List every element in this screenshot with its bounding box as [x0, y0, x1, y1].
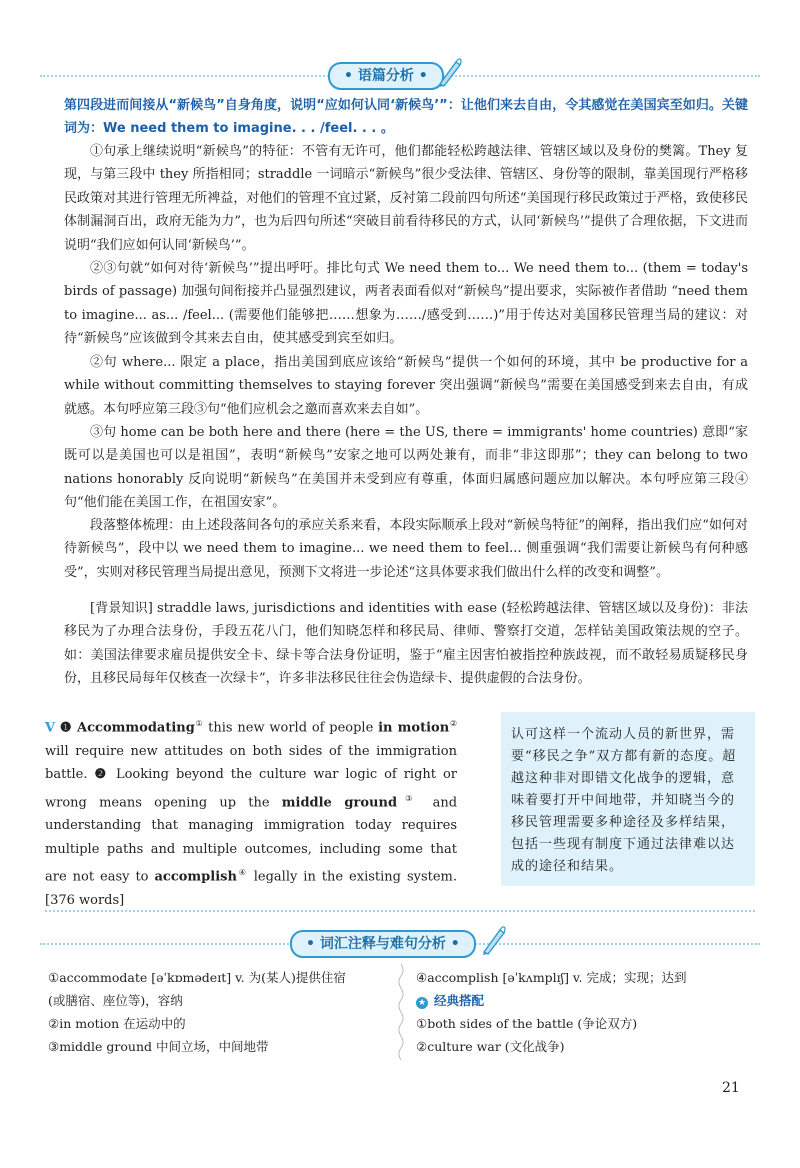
divider: [45, 910, 755, 912]
vocab-item: ①accommodate [əˈkɒmədeɪt] v. 为(某人)提供住宿: [48, 970, 346, 985]
keyword-accommodating: Accommodating: [77, 720, 195, 736]
chinese-translation: 认可这样一个流动人员的新世界，需要“移民之争”双方都有新的态度。超越这种非对即错文化战争的逻辑，意味着要打开中间地带，并知晓当今的移民管理需要多种途径及多样结果，包括一些现有制度下通过法律难以达成的途径和结果。: [501, 712, 755, 886]
footnote-2: ②: [449, 719, 457, 728]
sentence-2-marker: ❷: [94, 767, 109, 783]
collocations-heading: [416, 989, 756, 1012]
star-icon: ★: [417, 998, 427, 1008]
vocab-item: ③middle ground 中间立场，中间地带: [48, 1039, 269, 1054]
collocations-heading-label: 经典搭配: [434, 993, 485, 1008]
vocab-list-left: [48, 966, 388, 1058]
keyword-middle-ground: middle ground: [281, 794, 398, 810]
page-number: 21: [722, 1080, 740, 1096]
english-passage: [45, 712, 457, 912]
pen-icon: [480, 924, 506, 956]
analysis-paragraph-3: ②句 where... 限定 a place，指出美国到底应该给“新候鸟”提供一个如何的环境，其中 be productive for a while without committing themselves to staying forever 突出强调“新候鸟”需要在美国感受到来去自由，有成就感。本句呼应第三段③句“他们应机会之邀而喜欢来去自如”。: [64, 355, 748, 417]
footnote-3: ③: [397, 793, 421, 803]
collocation-item: ①both sides of the battle (争论双方): [416, 1016, 638, 1031]
background-knowledge: [背景知识] straddle laws, jurisdictions and identities with ease (轻松跨越法律、管辖区域以及身份)：非法移民为了办理合法身份，手段五花八门，他们知晓怎样和移民局、律师、警察打交道，怎样钻美国政策法规的空子。如：美国法律要求雇员提供安全卡、绿卡等合法身份证明，鉴于“雇主因害怕被指控种族歧视，而不敢轻易质疑移民身份，且移民局每年仅核查一次绿卡”，许多非法移民往往会伪造绿卡、提供虚假的合法身份。: [64, 601, 748, 687]
analysis-paragraph-1: ①句承上继续说明“新候鸟”的特征：不管有无许可，他们都能轻松跨越法律、管辖区域以及身份的樊篱。They 复现，与第三段中 they 所指相同；straddle 一词暗示“新候鸟”很少受法律、管辖区、身份等的限制，靠美国现行严格移民政策对其进行管理无所裨益，对他们的管理不宜过紧，反衬第二段前四句所述“美国现行移民政策过于严格，致使移民体制漏洞百出，政府无能为力”，也为后四句所述“突破目前看待移民的方式，认同‘新候鸟’”提供了合理依据，下文进而说明“我们应如何认同‘新候鸟’”。: [64, 144, 748, 253]
sentence-text: will require new attitudes on both sides of the immigration battle.: [45, 743, 457, 783]
sentence-text: Looking beyond the culture war logic of right or wrong means opening up the: [45, 767, 458, 810]
section-banner-vocabulary: [0, 930, 800, 956]
vocab-item: (或膳宿、座位等)，容纳: [48, 993, 183, 1008]
banner-label: • 语篇分析 •: [328, 62, 444, 90]
column-separator: [396, 964, 406, 1064]
banner-label: • 词汇注释与难句分析 •: [290, 930, 476, 958]
pen-icon: [436, 56, 462, 88]
sentence-1-marker: ❶: [59, 720, 73, 736]
vocab-item: ④accomplish [əˈkʌmplɪʃ] v. 完成；实现；达到: [416, 970, 687, 985]
analysis-paragraph-2: ②③句就“如何对待‘新候鸟’”提出呼吁。排比句式 We need them to... We need them to... (them = today's birds of passage) 加强句间衔接并凸显强烈建议，两者表面看似对“新候鸟”提出要求，实际被作者借助 “need them to imagine... as... /feel... (需要他们能够把……想象为……/感受到……)”用于传达对美国移民管理当局的建议：对待“新候鸟”应该做到令其来去自由，使其感受到宾至如归。: [64, 261, 748, 347]
keyword-accomplish: accomplish: [154, 869, 237, 885]
footnote-1: ①: [194, 719, 204, 728]
sentence-text: legally in the existing system.: [247, 869, 458, 885]
vocab-item: ②in motion 在运动中的: [48, 1016, 186, 1031]
section-banner-discourse: [0, 62, 800, 88]
analysis-paragraph-4: ③句 home can be both here and there (here = the US, there = immigrants' home countries) 意即“家既可以是美国也可以是祖国”，表明“新候鸟”安家之地可以两处兼有，而非“非这即那”；they can belong to two nations honorably 反向说明“新候鸟”在美国并未受到应有尊重，体面归属感问题应加以解决。本句呼应第三段④句“他们能在美国工作，在祖国安家”。: [64, 425, 748, 511]
section-numeral: V: [45, 720, 56, 736]
footnote-4: ④: [236, 868, 248, 878]
word-count: [376 words]: [45, 892, 125, 908]
passage-section-v: [45, 712, 755, 908]
summary-text: 第四段进而间接从“新候鸟”自身角度，说明“应如何认同‘新候鸟’”：让他们来去自由，令其感觉在美国宾至如归。关键词为：We need them to imagine. . . /feel. . . 。: [64, 98, 748, 137]
collocation-item: ②culture war (文化战争): [416, 1039, 565, 1054]
sentence-text: this new world of people: [203, 720, 379, 736]
paragraph-summary: 段落整体梳理：由上述段落间各句的承应关系来看，本段实际顺承上段对“新候鸟特征”的阐释，指出我们应“如何对待新候鸟”，段中以 we need them to imagine... we need them to feel... 侧重强调“我们需要让新候鸟有何种感受”，实则对移民管理当局提出意见，预测下文将进一步论述“这具体要求我们做出什么样的改变和调整”。: [64, 518, 748, 580]
sentence-text: and understanding that managing immigration today requires multiple paths and multiple outcomes, including some that are not easy to: [45, 794, 458, 885]
keyword-in-motion: in motion: [378, 720, 450, 736]
vocab-list-right: [416, 966, 756, 1058]
